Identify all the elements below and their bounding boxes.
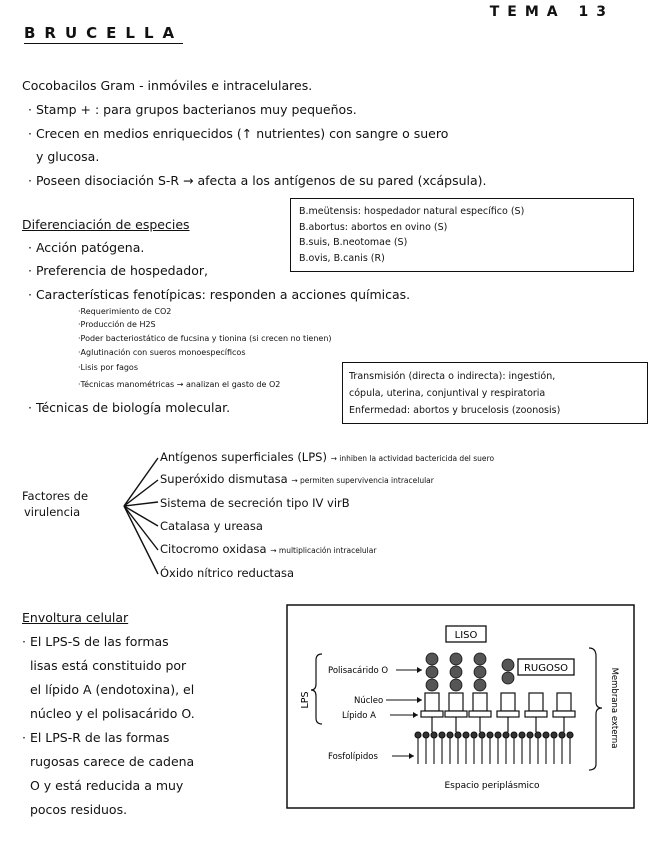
- intro-bullet: · Poseen disociación S-R → afecta a los antígenos de su pared (xcápsula).: [28, 173, 487, 188]
- envoltura-line: rugosas carece de cadena: [22, 754, 195, 769]
- transmission-line: cópula, uterina, conjuntival y respiratoria: [349, 388, 546, 399]
- periplasmic-label: Espacio periplásmico: [444, 781, 540, 791]
- diff-item: · Acción patógena.: [28, 240, 145, 255]
- envoltura-line: lisas está constituido por: [22, 658, 187, 673]
- transmission-line: Transmisión (directa o indirecta): ingestión,: [349, 371, 556, 382]
- species-box: [290, 198, 634, 272]
- lps-diagram: [286, 604, 636, 810]
- liso-label: LISO: [454, 630, 478, 641]
- intro-bullet: · Stamp + : para grupos bacterianos muy pequeños.: [28, 102, 357, 117]
- diff-subitem: ·Técnicas manométricas → analizan el gasto de O2: [78, 380, 281, 389]
- diff-item: · Características fenotípicas: responden a acciones químicas.: [28, 287, 411, 302]
- diff-subitem: ·Requerimiento de CO2: [78, 307, 172, 316]
- intro-bullet: y glucosa.: [28, 149, 100, 164]
- rugoso-label: RUGOSO: [523, 663, 569, 674]
- virulence-factor: Citocromo oxidasa → multiplicación intracelular: [160, 542, 377, 556]
- diff-item: · Preferencia de hospedador,: [28, 263, 208, 278]
- diff-subitem: ·Poder bacteriostático de fucsina y tionina (si crecen no tienen): [78, 334, 332, 343]
- diff-subitem: ·Lisis por fagos: [78, 363, 138, 372]
- diff-item: · Técnicas de biología molecular.: [28, 400, 231, 415]
- species-line: B.suis, B.neotomae (S): [299, 237, 408, 248]
- intro-bullet: · Crecen en medios enriquecidos (↑ nutrientes) con sangre o suero: [28, 126, 449, 141]
- membrana-label: Membrana externa: [609, 667, 619, 749]
- envoltura-line: el lípido A (endotoxina), el: [22, 682, 195, 697]
- diff-subitem: ·Aglutinación con sueros monoespecíficos: [78, 348, 246, 357]
- lps-label: LPS: [300, 691, 311, 709]
- species-line: B.meütensis: hospedador natural específico (S): [299, 206, 525, 217]
- lipido-label: Lípido A: [342, 711, 376, 721]
- virulence-factor: Antígenos superficiales (LPS) → inhiben la actividad bactericida del suero: [160, 450, 495, 464]
- page-title: BRUCELLA: [24, 24, 184, 42]
- envoltura-line: pocos residuos.: [22, 802, 128, 817]
- virulence-branches: [120, 448, 165, 588]
- virulence-label: Factores de virulencia: [22, 489, 89, 519]
- virulence-factor: Superóxido dismutasa → permiten supervivencia intracelular: [160, 472, 434, 486]
- envoltura-line: núcleo y el polisacárido O.: [22, 706, 195, 721]
- virulence-factor: Sistema de secreción tipo IV virB: [160, 496, 350, 510]
- fosfolipidos-label: Fosfolípidos: [328, 752, 378, 762]
- nucleo-label: Núcleo: [354, 696, 384, 706]
- virulence-factor: Óxido nítrico reductasa: [160, 566, 295, 580]
- transmission-box: [342, 362, 648, 424]
- virulence-factor: Catalasa y ureasa: [160, 519, 263, 533]
- section-heading-envoltura: Envoltura celular: [22, 610, 129, 625]
- species-line: B.abortus: abortos en ovino (S): [299, 221, 448, 233]
- envoltura-line: · El LPS-R de las formas: [22, 730, 170, 745]
- species-line: B.ovis, B.canis (R): [299, 252, 385, 264]
- envoltura-line: · El LPS-S de las formas: [22, 634, 169, 649]
- intro-line: Cocobacilos Gram - inmóviles e intracelulares.: [22, 78, 313, 93]
- transmission-line: Enfermedad: abortos y brucelosis (zoonosis): [349, 405, 561, 416]
- polisacarido-label: Polisacárido O: [328, 666, 389, 676]
- topic-number: TEMA 13: [489, 4, 614, 20]
- envoltura-line: O y está reducida a muy: [22, 778, 184, 793]
- diff-subitem: ·Producción de H2S: [78, 320, 156, 329]
- section-heading-diferenciacion: Diferenciación de especies: [22, 217, 190, 232]
